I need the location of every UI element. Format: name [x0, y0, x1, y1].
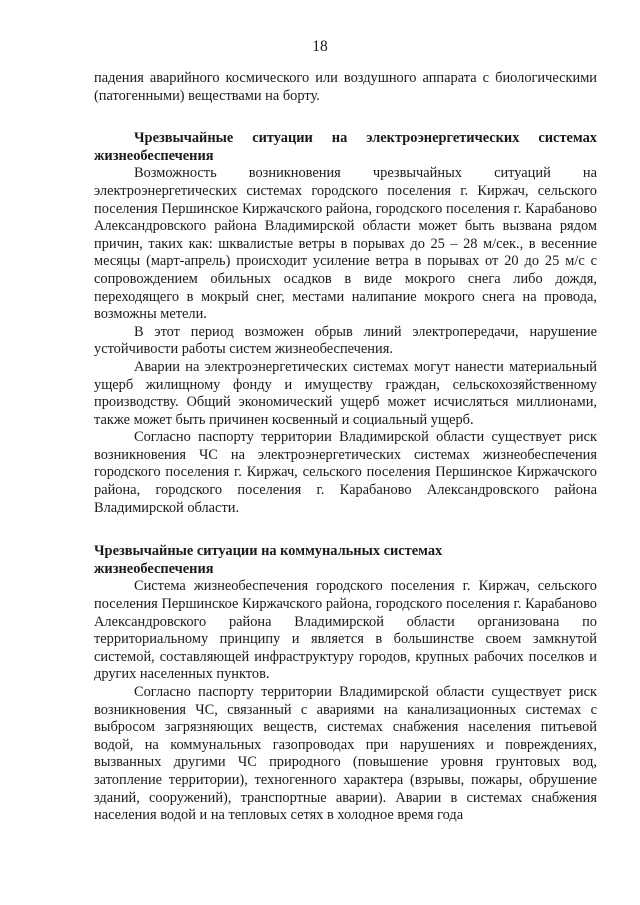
paragraph-continuation: падения аварийного космического или воздушного аппарата с биологическими (патогенными) веществами на борту.	[94, 70, 597, 104]
section-heading-communal-line2: жизнеобеспечения	[94, 560, 214, 577]
paragraph-communal-system: Система жизнеобеспечения городского поселения г. Киржач, сельского поселения Першинское Киржачского района, городского поселения г. Карабаново Александровского района Владимирской области организована по территориальному принципу и является в большинстве своем замкнутой системой, составляющей инфраструктуру городов, крупных рабочих поселков и других населенных пунктов.	[94, 578, 597, 683]
paragraph-power-risk: Согласно паспорту территории Владимирской области существует риск возникновения ЧС на электроэнергетических системах жизнеобеспечения городского поселения г. Киржач, сельского поселения Першинское Киржачского района, городского поселения г. Карабаново Александровского района Владимирской области.	[94, 429, 597, 516]
paragraph-power-damage: Аварии на электроэнергетических системах могут нанести материальный ущерб жилищному фонду и имуществу граждан, сельскохозяйственному производству. Общий экономический ущерб может исчисляться миллионами, также может быть причинен косвенный и социальный ущерб.	[94, 358, 597, 428]
spacer	[94, 105, 597, 130]
section-heading-power-systems: Чрезвычайные ситуации на электроэнергетических системах жизнеобеспечения	[94, 130, 597, 164]
paragraph-power-outage: В этот период возможен обрыв линий электропередачи, нарушение устойчивости работы систем жизнеобеспечения.	[94, 323, 597, 358]
document-body	[94, 70, 597, 825]
section-heading-communal-line1: Чрезвычайные ситуации на коммунальных системах	[94, 543, 443, 560]
spacer	[94, 517, 597, 543]
paragraph-power-causes: Возможность возникновения чрезвычайных ситуаций на электроэнергетических системах городского поселения г. Киржач, сельского поселения Першинское Киржачского района, городского поселения г. Карабаново Александровского района Владимирской области может быть вызвана рядом причин, таких как: шквалистые ветры в порывах до 25 – 28 м/сек., в весенние месяцы (март-апрель) происходит усиление ветра в порывах от 20 до 25 м/с с сопровождением обильных осадков в виде мокрого снега либо дождя, переходящего в мокрый снег, местами налипание мокрого снега на провода, возможны метели.	[94, 165, 597, 323]
page-number: 18	[312, 38, 328, 55]
paragraph-communal-risk: Согласно паспорту территории Владимирской области существует риск возникновения ЧС, связанный с авариями на канализационных системах с выбросом загрязняющих веществ, системах снабжения населения питьевой водой, на коммунальных газопроводах при нарушениях и повреждениях, вызванных другими ЧС природного (повышение уровня грунтовых вод, затопление территории), техногенного характера (взрывы, пожары, обрушение зданий, сооружений), транспортные аварии). Аварии в системах снабжения населения водой и на тепловых сетях в холодное время года	[94, 684, 597, 824]
